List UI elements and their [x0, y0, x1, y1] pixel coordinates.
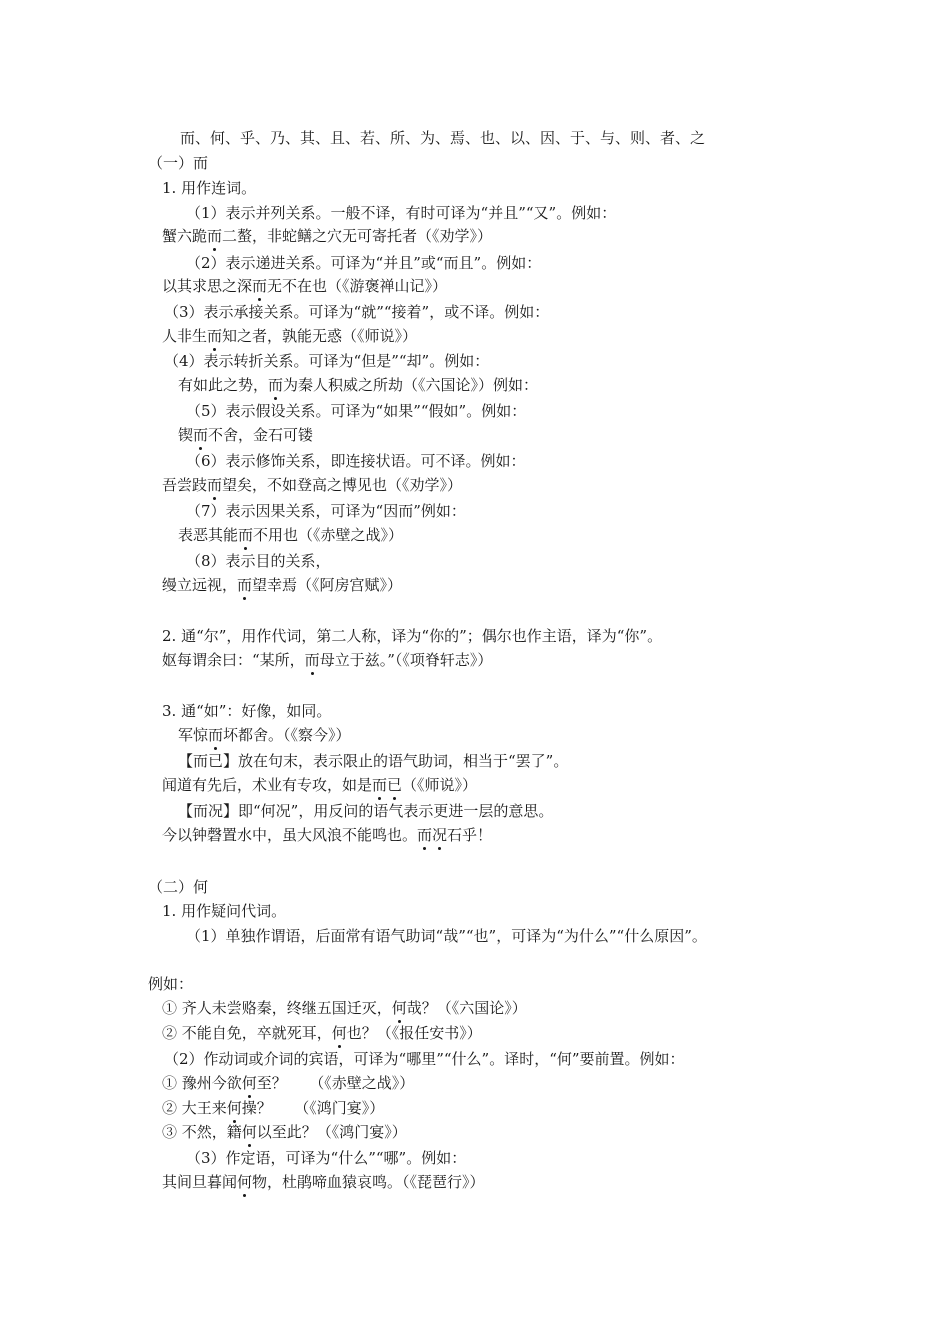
text-line: [164, 302, 549, 322]
text-segment: 以其求思之深: [162, 277, 253, 295]
text-line: [164, 351, 489, 371]
text-line: [178, 725, 351, 745]
text-segment: 以至此？（《鸿门宴》）: [256, 1123, 407, 1141]
text-segment: 知之者，孰能无惑（《师说》）: [222, 327, 418, 345]
text-line: [162, 650, 492, 670]
text-segment: （1）单独作谓语，后面常有语气助词“哉”“也”，可译为“为什么”“什么原因”。: [186, 927, 707, 945]
text-segment: 坏都舍。（《察今》）: [223, 726, 351, 744]
text-segment: ② 不能自免，卒就死耳，: [162, 1024, 332, 1042]
emphasized-char: 而: [207, 227, 223, 245]
text-segment: ② 大王来: [162, 1099, 227, 1117]
text-line: [180, 128, 705, 148]
text-segment: 为秦人积威之所劫（《六国论》）例如：: [283, 376, 539, 394]
text-line: [162, 326, 417, 346]
emphasized-char: 而: [237, 576, 253, 594]
text-line: [162, 1073, 414, 1093]
emphasized-char: 而: [252, 277, 268, 295]
emphasized-char: 已: [387, 776, 403, 794]
text-line: [178, 525, 403, 545]
text-segment: （8）表示目的关系，: [186, 552, 331, 570]
text-line: [162, 276, 447, 296]
text-line: [186, 1148, 466, 1168]
emphasized-char: 何: [237, 1173, 253, 1191]
text-segment: 吾尝跂: [162, 476, 208, 494]
text-segment: 今以钟磬置水中，虽大风浪不能鸣也。: [162, 826, 418, 844]
text-segment: 不用也（《赤壁之战》）: [253, 526, 404, 544]
text-segment: 妪每谓余曰：“某所，: [162, 651, 305, 669]
text-segment: 操？ （《鸿门宴》）: [241, 1099, 385, 1117]
text-segment: （3）表示承接关系。可译为“就”“接着”，或不译。例如：: [164, 303, 550, 321]
text-segment: （2）作动词或介词的宾语，可译为“哪里”“什么”。译时，“何”要前置。例如：: [164, 1050, 685, 1068]
text-segment: 有如此之势，: [178, 376, 269, 394]
emphasized-char: 而: [238, 526, 254, 544]
text-segment: （1）表示并列关系。一般不译，有时可译为“并且”“又”。例如：: [186, 204, 617, 222]
text-segment: （7）表示因果关系，可译为“因而”例如：: [186, 502, 466, 520]
text-segment: （5）表示假设关系。可译为“如果”“假如”。例如：: [186, 402, 527, 420]
text-segment: （4）表示转折关系。可译为“但是”“却”。例如：: [164, 352, 490, 370]
emphasized-char: 而: [207, 327, 223, 345]
text-line: [162, 1122, 407, 1142]
text-line: [186, 926, 707, 946]
text-line: [162, 1023, 482, 1043]
text-segment: （二）何: [148, 878, 209, 896]
text-line: [178, 751, 568, 771]
text-segment: 望幸焉（《阿房宫赋》）: [252, 576, 403, 594]
emphasized-char: 何: [331, 1024, 347, 1042]
text-line: [162, 475, 462, 495]
emphasized-char: 何: [391, 999, 407, 1017]
text-segment: 例如：: [148, 975, 194, 993]
text-line: [164, 1049, 685, 1069]
text-segment: 二螯，非蛇鳝之穴无可寄托者（《劝学》）: [222, 227, 493, 245]
text-segment: ① 齐人未尝赂秦，终继五国迁灭，: [162, 999, 392, 1017]
text-segment: （2）表示递进关系。可译为“并且”或“而且”。例如：: [186, 254, 542, 272]
text-line: [186, 551, 331, 571]
text-line: [162, 775, 477, 795]
text-segment: （《师说》）: [402, 776, 478, 794]
text-segment: 锲: [178, 426, 194, 444]
text-segment: 石乎！: [447, 826, 493, 844]
text-line: [162, 825, 492, 845]
text-segment: 1. 用作疑问代词。: [162, 902, 287, 920]
text-segment: 人非生: [162, 327, 208, 345]
text-segment: （6）表示修饰关系，即连接状语。可不译。例如：: [186, 452, 526, 470]
emphasized-char: 而: [417, 826, 433, 844]
text-segment: 物，杜鹃啼血猿哀鸣。（《琵琶行》）: [252, 1173, 485, 1191]
text-segment: 母立于兹。”（《项脊轩志》）: [319, 651, 493, 669]
text-segment: 表恶其能: [178, 526, 239, 544]
emphasized-char: 而: [207, 476, 223, 494]
text-segment: 2. 通“尔”，用作代词，第二人称，译为“你的”；偶尔也作主语，译为“你”。: [162, 627, 663, 645]
text-segment: 至？ （《赤壁之战》）: [256, 1074, 415, 1092]
text-line: [162, 1098, 384, 1118]
text-line: [178, 375, 538, 395]
emphasized-char: 而: [208, 726, 224, 744]
text-segment: 哉？（《六国论》）: [406, 999, 527, 1017]
text-line: [186, 253, 541, 273]
emphasized-char: 何: [241, 1074, 257, 1092]
text-line: [162, 1172, 485, 1192]
text-line: [162, 998, 527, 1018]
text-segment: 【而已】放在句末，表示限止的语气助词，相当于“罢了”。: [178, 752, 569, 770]
text-line: [186, 451, 526, 471]
text-line: [148, 974, 193, 994]
text-segment: 无不在也（《游褒禅山记》）: [267, 277, 448, 295]
text-line: [162, 575, 402, 595]
text-segment: 闻道有先后，术业有专攻，如是: [162, 776, 373, 794]
text-segment: 军惊: [178, 726, 209, 744]
text-segment: 蟹六跪: [162, 227, 208, 245]
text-line: [162, 701, 331, 721]
text-line: [178, 801, 553, 821]
text-line: [186, 401, 526, 421]
text-segment: 不舍，金石可镂: [208, 426, 314, 444]
emphasized-char: 何: [241, 1123, 257, 1141]
emphasized-char: 而: [372, 776, 388, 794]
text-segment: （3）作定语，可译为“什么”“哪”。例如：: [186, 1149, 467, 1167]
text-segment: 也？（《报任安书》）: [346, 1024, 482, 1042]
text-line: [162, 178, 256, 198]
text-line: [186, 203, 616, 223]
emphasized-char: 而: [268, 376, 284, 394]
emphasized-char: 而: [193, 426, 209, 444]
text-line: [178, 425, 313, 445]
text-segment: 其间旦暮闻: [162, 1173, 238, 1191]
text-segment: 3. 通“如”：好像，如同。: [162, 702, 332, 720]
text-segment: 缦立远视，: [162, 576, 238, 594]
emphasized-char: 而: [304, 651, 320, 669]
text-segment: ① 豫州今欲: [162, 1074, 242, 1092]
text-line: [162, 901, 286, 921]
emphasized-char: 况: [432, 826, 448, 844]
text-line: [162, 226, 492, 246]
emphasized-char: 何: [226, 1099, 242, 1117]
text-line: [148, 153, 208, 173]
text-segment: 望矣，不如登高之博见也（《劝学》）: [222, 476, 463, 494]
text-segment: （一）而: [148, 154, 209, 172]
text-segment: 1. 用作连词。: [162, 179, 257, 197]
text-segment: ③ 不然，籍: [162, 1123, 242, 1141]
text-line: [186, 501, 466, 521]
text-line: [148, 877, 208, 897]
text-segment: 而、何、乎、乃、其、且、若、所、为、焉、也、以、因、于、与、则、者、之: [180, 129, 706, 147]
text-segment: 【而况】即“何况”，用反问的语气表示更进一层的意思。: [178, 802, 554, 820]
text-line: [162, 626, 662, 646]
